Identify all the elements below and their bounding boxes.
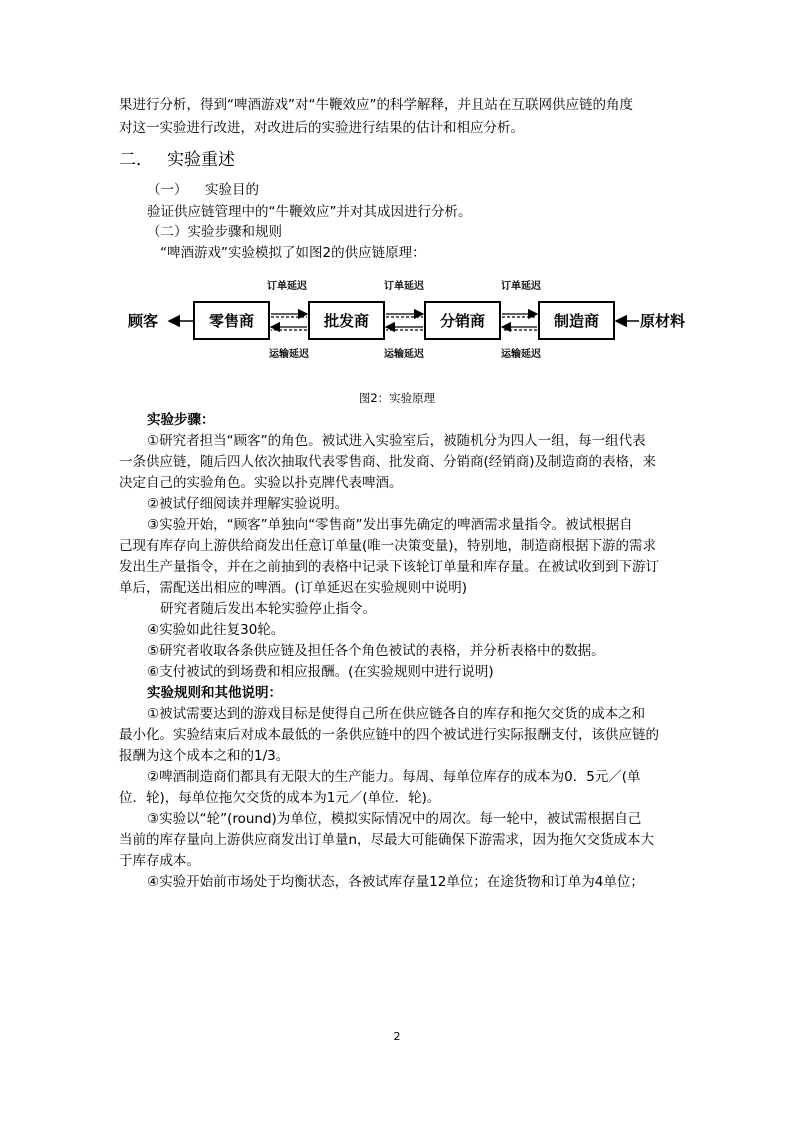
box-distributor: 分销商 xyxy=(439,312,486,330)
steps-line: 单后，需配送出相应的啤酒。(订单延迟在实验规则中说明) xyxy=(119,580,468,596)
section-number: 二． xyxy=(119,150,153,170)
steps-line: 发出生产量指令，并在之前抽到的表格中记录下该轮订单量和库存量。在被试收到到下游订 xyxy=(119,559,659,575)
page-number: 2 xyxy=(393,1030,401,1043)
figure-caption: 图2：实验原理 xyxy=(358,391,436,405)
ship-delay-label-1: 运输延迟 xyxy=(269,349,309,360)
steps-line: 一条供应链，随后四人依次抽取代表零售商、批发商、分销商(经销商)及制造商的表格，来 xyxy=(119,454,657,470)
box-wholesaler: 批发商 xyxy=(323,312,370,330)
ship-delay-label-2: 运输延迟 xyxy=(384,349,424,360)
subsection-1-text: 验证供应链管理中的“牛鞭效应”并对其成因进行分析。 xyxy=(147,204,472,220)
order-delay-label-3: 订单延迟 xyxy=(501,281,541,292)
rules-line: 当前的库存量向上游供应商发出订单量n，尽最大可能确保下游需求，因为拖欠交货成本大 xyxy=(119,832,655,848)
rules-line: ②啤酒制造商们都具有无限大的生产能力。每周、每单位库存的成本为0．5元／(单 xyxy=(147,769,641,785)
steps-line: ②被试仔细阅读并理解实验说明。 xyxy=(147,496,349,512)
steps-line: ③实验开始，“顾客”单独向“零售商”发出事先确定的啤酒需求量指令。被试根据自 xyxy=(147,517,633,533)
rules-line: 最小化。实验结束后对成本最低的一条供应链中的四个被试进行实际报酬支付，该供应链的 xyxy=(119,727,659,743)
rules-line: 报酬为这个成本之和的1/3。 xyxy=(119,748,290,764)
raw-material-label: 原材料 xyxy=(640,312,686,330)
steps-line: 决定自己的实验角色。实验以扑克牌代表啤酒。 xyxy=(119,475,403,491)
subsection-1-title: 实验目的 xyxy=(205,182,259,198)
customer-label: 顾客 xyxy=(128,312,159,330)
box-retailer: 零售商 xyxy=(208,312,255,330)
ship-delay-label-3: 运输延迟 xyxy=(501,349,541,360)
order-delay-label-1: 订单延迟 xyxy=(267,281,307,292)
supply-chain-diagram xyxy=(120,275,700,365)
rules-line: ④实验开始前市场处于均衡状态，各被试库存量12单位；在途货物和订单为4单位； xyxy=(147,874,644,890)
steps-line: 研究者随后发出本轮实验停止指令。 xyxy=(160,601,376,617)
section-title: 实验重述 xyxy=(167,150,235,170)
box-manufacturer: 制造商 xyxy=(553,312,600,330)
order-delay-label-2: 订单延迟 xyxy=(384,281,424,292)
rules-line: 于库存成本。 xyxy=(119,853,200,869)
subsection-2-heading: （二）实验步骤和规则 xyxy=(147,224,282,240)
steps-line: ①研究者担当“顾客”的角色。被试进入实验室后，被随机分为四人一组，每一组代表 xyxy=(147,433,646,449)
rules-line: ③实验以“轮”(round)为单位，模拟实际情况中的周次。每一轮中，被试需根据自己 xyxy=(147,811,642,827)
steps-line: ⑤研究者收取各条供应链及担任各个角色被试的表格，并分析表格中的数据。 xyxy=(147,643,605,659)
steps-heading: 实验步骤： xyxy=(147,412,215,428)
intro-line-1: 果进行分析，得到“啤酒游戏”对“牛鞭效应”的科学解释，并且站在互联网供应链的角度 xyxy=(119,97,633,113)
subsection-1-number: （一） xyxy=(147,182,188,198)
steps-line: ⑥支付被试的到场费和相应报酬。(在实验规则中进行说明) xyxy=(147,664,494,680)
intro-line-2: 对这一实验进行改进，对改进后的实验进行结果的估计和相应分析。 xyxy=(119,120,524,136)
rules-line: ①被试需要达到的游戏目标是使得自己所在供应链各自的库存和拖欠交货的成本之和 xyxy=(147,706,646,722)
steps-line: ④实验如此往复30轮。 xyxy=(147,622,285,638)
rules-heading: 实验规则和其他说明： xyxy=(147,685,282,701)
subsection-2-text: “啤酒游戏”实验模拟了如图2的供应链原理： xyxy=(160,245,426,261)
steps-line: 己现有库存向上游供给商发出任意订单量(唯一决策变量)，特别地，制造商根据下游的需求 xyxy=(119,538,657,554)
subsection-1-heading xyxy=(147,180,259,200)
rules-line: 位．轮)，每单位拖欠交货的成本为1元／(单位．轮)。 xyxy=(119,790,441,806)
section-heading xyxy=(119,148,235,172)
